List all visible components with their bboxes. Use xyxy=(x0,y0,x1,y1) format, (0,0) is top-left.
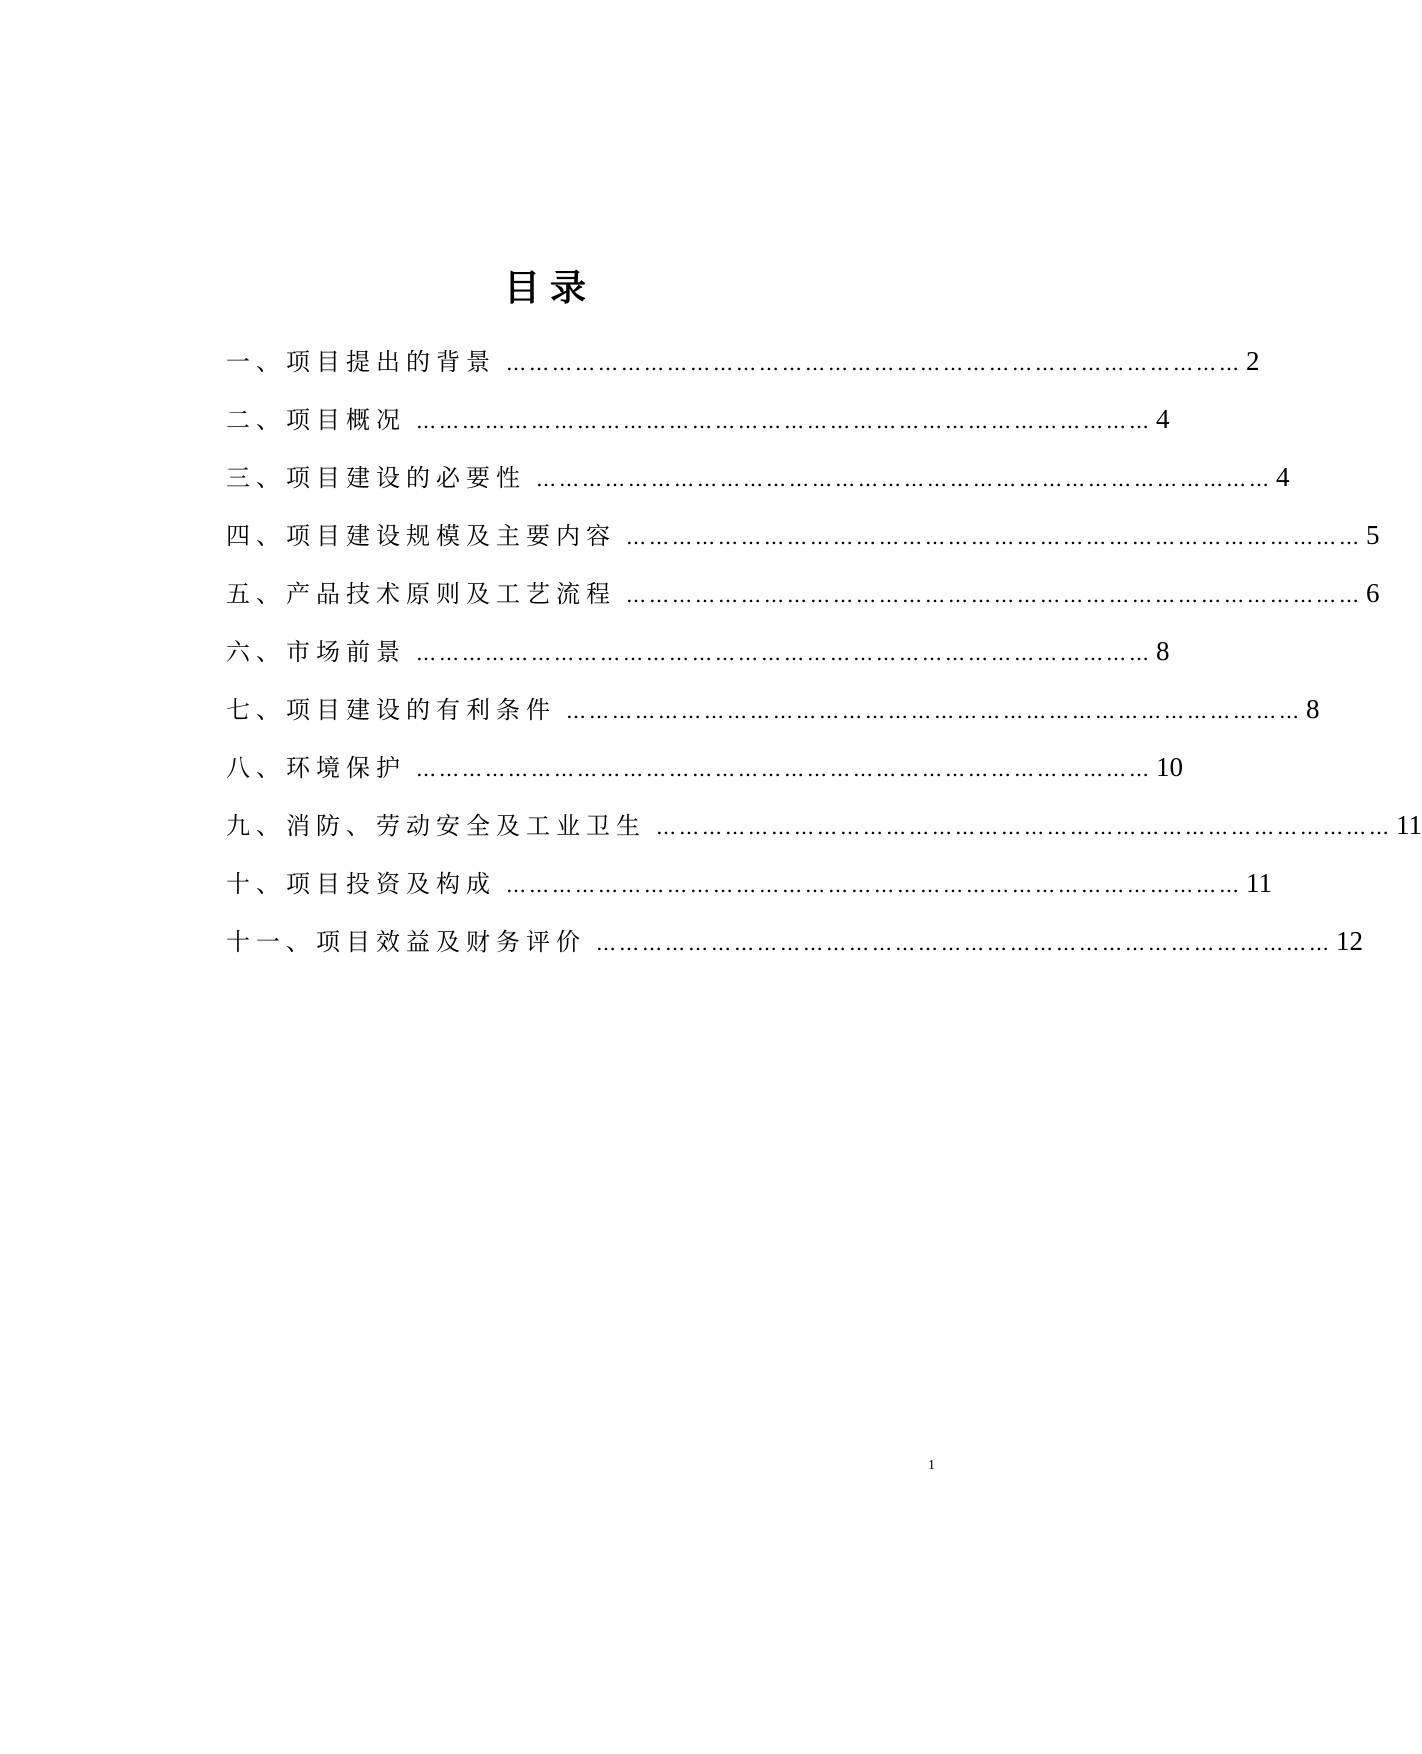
toc-entry xyxy=(226,684,1320,742)
toc-entry xyxy=(226,452,1290,510)
toc-entry-page: 12 xyxy=(1336,926,1363,956)
toc-dot-leader: …………………………………………………………………………………… xyxy=(656,815,1392,839)
toc-entry-page: 8 xyxy=(1156,636,1170,666)
toc-entry-title: 项目提出的背景 xyxy=(286,348,496,376)
toc-entry-title: 环境保护 xyxy=(286,754,406,782)
toc-entry xyxy=(226,568,1380,626)
toc-dot-leader: …………………………………………………………………………………… xyxy=(416,641,1152,665)
toc-entry-page: 4 xyxy=(1156,404,1170,434)
toc-dot-leader: …………………………………………………………………………………… xyxy=(626,525,1362,549)
toc-entry xyxy=(226,858,1272,916)
toc-entry-number: 四、 xyxy=(226,522,286,550)
toc-entry-number: 一、 xyxy=(226,348,286,376)
toc-entry-title: 项目概况 xyxy=(286,406,406,434)
toc-entry-page: 8 xyxy=(1306,694,1320,724)
toc-entry xyxy=(226,626,1170,684)
toc-entry-number: 五、 xyxy=(226,580,286,608)
toc-entry-title: 消防、劳动安全及工业卫生 xyxy=(286,812,646,840)
toc-entry xyxy=(226,394,1170,452)
toc-list xyxy=(226,336,1422,974)
toc-dot-leader: …………………………………………………………………………………… xyxy=(596,931,1332,955)
toc-entry-page: 2 xyxy=(1246,346,1260,376)
toc-entry-page: 11 xyxy=(1246,868,1272,898)
toc-entry-page: 10 xyxy=(1156,752,1183,782)
toc-entry-number: 九、 xyxy=(226,812,286,840)
toc-dot-leader: …………………………………………………………………………………… xyxy=(626,583,1362,607)
toc-entry xyxy=(226,916,1363,974)
toc-title: 目录 xyxy=(503,267,596,309)
toc-entry-title: 市场前景 xyxy=(286,638,406,666)
toc-entry-number: 八、 xyxy=(226,754,286,782)
toc-entry-page: 5 xyxy=(1366,520,1380,550)
toc-entry-number: 十、 xyxy=(226,870,286,898)
toc-entry-title: 项目建设的必要性 xyxy=(286,464,526,492)
toc-dot-leader: …………………………………………………………………………………… xyxy=(536,467,1272,491)
toc-dot-leader: …………………………………………………………………………………… xyxy=(506,351,1242,375)
toc-entry-title: 项目效益及财务评价 xyxy=(316,928,586,956)
toc-entry-title: 项目建设规模及主要内容 xyxy=(286,522,616,550)
toc-dot-leader: …………………………………………………………………………………… xyxy=(506,873,1242,897)
toc-entry-number: 六、 xyxy=(226,638,286,666)
toc-entry-page: 6 xyxy=(1366,578,1380,608)
toc-entry-number: 七、 xyxy=(226,696,286,724)
toc-entry xyxy=(226,510,1380,568)
toc-entry-title: 项目建设的有利条件 xyxy=(286,696,556,724)
toc-entry-title: 项目投资及构成 xyxy=(286,870,496,898)
toc-entry-number: 二、 xyxy=(226,406,286,434)
toc-entry xyxy=(226,742,1183,800)
toc-dot-leader: …………………………………………………………………………………… xyxy=(566,699,1302,723)
toc-entry xyxy=(226,336,1260,394)
toc-dot-leader: …………………………………………………………………………………… xyxy=(416,409,1152,433)
toc-entry xyxy=(226,800,1422,858)
toc-entry-number: 十一、 xyxy=(226,928,316,956)
toc-entry-title: 产品技术原则及工艺流程 xyxy=(286,580,616,608)
toc-entry-page: 11 xyxy=(1396,810,1422,840)
toc-entry-page: 4 xyxy=(1276,462,1290,492)
toc-entry-number: 三、 xyxy=(226,464,286,492)
page-number: 1 xyxy=(928,1458,935,1473)
toc-dot-leader: …………………………………………………………………………………… xyxy=(416,757,1152,781)
